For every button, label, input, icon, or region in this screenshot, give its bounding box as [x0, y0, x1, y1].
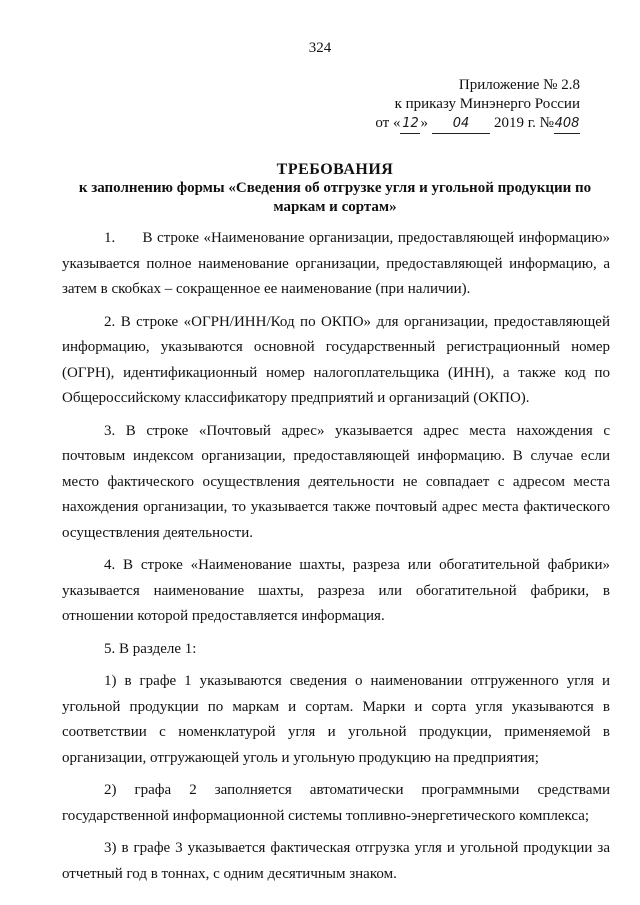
paragraph-1: 1. В строке «Наименование организации, предоставляющей информацию» указывается полное наименование организации, предоставляющей информацию, а затем в скобках – сокращенное ее наименование (при наличии). [62, 230, 610, 297]
page-number: 324 [308, 40, 332, 56]
annex-title: Приложение № 2.8 [458, 77, 580, 93]
handwritten-month: 04 [432, 114, 490, 134]
annex-block [350, 76, 580, 134]
annex-date-line [350, 114, 580, 134]
date-year: 2019 г. № [493, 115, 554, 131]
paragraph-5-1: 1) в графе 1 указываются сведения о наименовании отгруженного угля и угольной продукции по маркам и сортам. Марки и сорта угля указываются в соответствии с номенклатурой угля и угольной продукции, применяемой в организации, отгружающей уголь и угольную продукцию на предприятия; [62, 673, 610, 766]
date-mid: » [420, 115, 428, 131]
paragraph-3: 3. В строке «Почтовый адрес» указывается адрес места нахождения с почтовым индексом организации, предоставляющей информацию. В случае если место фактического осуществления деятельности не совпадает с адресом места нахождения организации, то указывается также почтовый адрес места фактического осуществления деятельности. [62, 422, 610, 541]
document-title [60, 160, 610, 217]
annex-order-ref: к приказу Минэнерго России [394, 96, 580, 112]
date-prefix: от « [375, 115, 401, 131]
paragraph-4: 4. В строке «Наименование шахты, разреза или обогатительной фабрики» указывается наименование шахты, разреза или обогатительной фабрики, в отношении которой предоставляется информация. [62, 557, 610, 624]
document-body [62, 226, 610, 894]
handwritten-day: 12 [400, 114, 420, 134]
paragraph-5-3: 3) в графе 3 указывается фактическая отгрузка угля и угольной продукции за отчетный год в тоннах, с одним десятичным знаком. [62, 840, 610, 882]
handwritten-order-number: 408 [554, 114, 580, 134]
paragraph-5-2: 2) графа 2 заполняется автоматически программными средствами государственной информационной системы топливно-энергетического комплекса; [62, 782, 610, 824]
title-subtitle: к заполнению формы «Сведения об отгрузке угля и угольной продукции по маркам и сортам» [78, 180, 592, 215]
title-main: ТРЕБОВАНИЯ [276, 161, 394, 178]
paragraph-2: 2. В строке «ОГРН/ИНН/Код по ОКПО» для организации, предоставляющей информацию, указываются основной государственный регистрационный номер (ОГРН), идентификационный номер налогоплательщика (ИНН), а также код по Общероссийскому классификатору предприятий и организаций (ОКПО). [62, 313, 610, 406]
paragraph-5: 5. В разделе 1: [104, 640, 197, 657]
